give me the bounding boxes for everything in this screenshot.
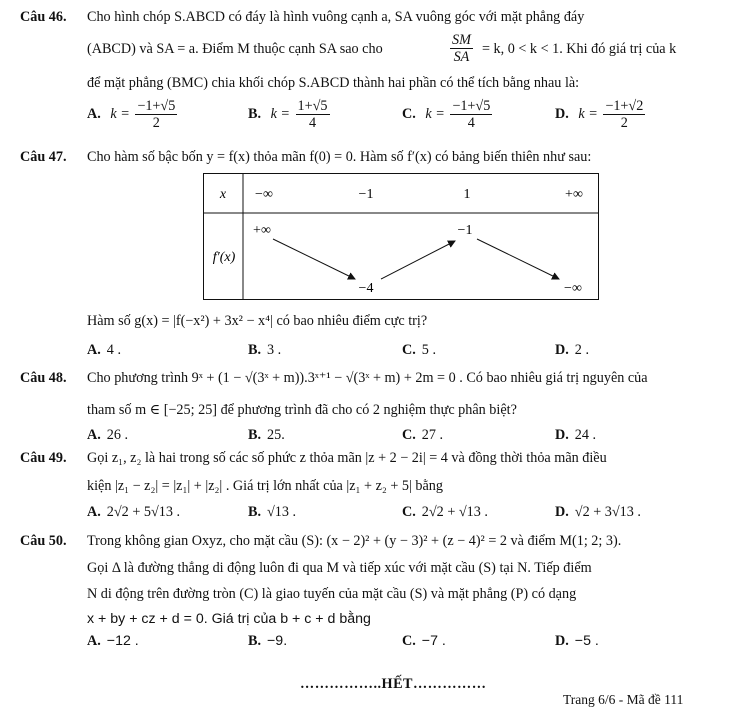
q49-option-c[interactable]: [402, 503, 488, 521]
q48-label: Câu 48.: [20, 370, 67, 386]
option-letter: B.: [248, 105, 262, 122]
q46-text-1: Cho hình chóp S.ABCD có đáy là hình vuông cạnh a, SA vuông góc với mặt phẳng đáy: [87, 9, 585, 25]
option-text: 4 .: [106, 342, 121, 358]
q46-label: Câu 46.: [20, 9, 67, 25]
option-text: −9.: [267, 633, 288, 649]
option-letter: C.: [402, 342, 416, 358]
option-letter: C.: [402, 427, 416, 443]
q46-option-c[interactable]: [402, 98, 494, 131]
q46-option-d[interactable]: [555, 98, 647, 131]
option-text: 2√2 + 5√13 .: [106, 504, 181, 520]
option-text: 25.: [267, 427, 285, 443]
q46-option-b[interactable]: [248, 98, 332, 131]
option-prefix: k =: [110, 105, 130, 122]
option-letter: B.: [248, 427, 262, 443]
option-prefix: k =: [425, 105, 445, 122]
option-letter: A.: [87, 105, 101, 122]
table-y-min: −4: [358, 281, 374, 296]
option-text: 5 .: [421, 342, 436, 358]
option-letter: C.: [402, 633, 416, 649]
option-fraction: [450, 98, 492, 131]
q49-label: Câu 49.: [20, 450, 67, 466]
table-x-one: 1: [463, 187, 471, 202]
q47-label: Câu 47.: [20, 149, 67, 165]
table-x-label: x: [219, 187, 227, 202]
q46-ratio-den: SA: [453, 49, 470, 65]
option-text: 2√2 + √13 .: [421, 504, 488, 520]
q47-option-a[interactable]: [87, 341, 121, 359]
option-text: −7 .: [421, 633, 446, 649]
q49-option-b[interactable]: [248, 503, 296, 521]
q47-option-c[interactable]: [402, 341, 436, 359]
option-letter: D.: [555, 504, 569, 520]
q50-text-3: N di động trên đường tròn (C) là giao tuyến của mặt cầu (S) và mặt phẳng (P) có dạng: [87, 586, 577, 602]
q50-option-d[interactable]: [555, 632, 599, 650]
q46-ratio-num: SM: [452, 32, 471, 48]
option-letter: B.: [248, 504, 262, 520]
option-letter: A.: [87, 633, 101, 649]
q50-option-a[interactable]: [87, 632, 139, 650]
q47-text-1: Cho hàm số bậc bốn y = f(x) thỏa mãn f(0) = 0. Hàm số f′(x) có bảng biến thiên như sau:: [87, 149, 592, 165]
q50-text-1: Trong không gian Oxyz, cho mặt cầu (S): (x − 2)² + (y − 3)² + (z − 4)² = 2 và điểm M(1; 2; 3).: [87, 533, 622, 549]
option-letter: B.: [248, 342, 262, 358]
q48-text-1: Cho phương trình 9ˣ + (1 − √(3ˣ + m)).3ˣ⁺¹ − √(3ˣ + m) + 2m = 0 . Có bao nhiêu giá trị nguyên của: [87, 370, 648, 386]
option-fraction: [296, 98, 330, 131]
table-y-max: −1: [457, 223, 473, 238]
q50-label: Câu 50.: [20, 533, 67, 549]
option-prefix: k =: [578, 105, 598, 122]
q47-option-b[interactable]: [248, 341, 281, 359]
option-num: 1+√5: [297, 98, 328, 114]
q47-option-d[interactable]: [555, 341, 589, 359]
table-x-minus-one: −1: [358, 187, 374, 202]
option-num: −1+√5: [452, 98, 491, 114]
option-text: √13 .: [267, 504, 297, 520]
option-text: √2 + 3√13 .: [574, 504, 641, 520]
option-text: −5 .: [574, 633, 599, 649]
table-arrow-down-2: [477, 239, 559, 279]
page-info: Trang 6/6 - Mã đề 111: [563, 692, 684, 707]
option-text: 24 .: [574, 427, 597, 443]
table-arrow-up: [381, 241, 455, 279]
table-arrow-down-1: [273, 239, 355, 279]
q47-text-2: Hàm số g(x) = |f(−x²) + 3x² − x⁴| có bao nhiêu điểm cực trị?: [87, 313, 428, 329]
q50-option-b[interactable]: [248, 632, 287, 650]
q48-option-b[interactable]: [248, 426, 285, 444]
option-letter: C.: [402, 105, 416, 122]
option-letter: B.: [248, 633, 262, 649]
option-letter: A.: [87, 342, 101, 358]
option-text: 27 .: [421, 427, 444, 443]
table-y-start: +∞: [253, 223, 271, 238]
q50-text-4: x + by + cz + d = 0. Giá trị của b + c + d bằng: [87, 611, 371, 627]
option-letter: D.: [555, 427, 569, 443]
option-text: 2 .: [574, 342, 589, 358]
q49-text-1: Gọi z₁, z₂ là hai trong số các số phức z thỏa mãn |z + 2 − 2i| = 4 và đồng thời thỏa mãn điều: [87, 450, 607, 466]
table-y-label: f′(x): [212, 250, 236, 265]
option-fraction: [135, 98, 177, 131]
q49-option-a[interactable]: [87, 503, 180, 521]
option-fraction: [603, 98, 645, 131]
option-den: 4: [308, 115, 317, 131]
option-den: 2: [620, 115, 628, 131]
option-letter: D.: [555, 633, 569, 649]
option-letter: D.: [555, 342, 569, 358]
option-letter: A.: [87, 504, 101, 520]
q50-option-c[interactable]: [402, 632, 446, 650]
table-x-neg-inf: −∞: [255, 187, 273, 202]
q46-option-a[interactable]: [87, 98, 179, 131]
option-prefix: k =: [270, 105, 290, 122]
q50-text-2: Gọi Δ là đường thẳng di động luôn đi qua M và tiếp xúc với mặt cầu (S) tại N. Tiếp điểm: [87, 560, 592, 576]
option-text: 26 .: [106, 427, 129, 443]
option-num: −1+√2: [605, 98, 644, 114]
q49-text-2: kiện |z₁ − z₂| = |z₁| + |z₂| . Giá trị lớn nhất của |z₁ + z₂ + 5| bằng: [87, 478, 443, 494]
variation-table: [203, 173, 599, 300]
q48-option-d[interactable]: [555, 426, 596, 444]
q49-option-d[interactable]: [555, 503, 641, 521]
option-den: 4: [467, 115, 475, 131]
option-text: −12 .: [106, 633, 139, 649]
q48-text-2: tham số m ∈ [−25; 25] để phương trình đã cho có 2 nghiệm thực phân biệt?: [87, 402, 517, 418]
q46-ratio: [450, 32, 473, 65]
end-mark: ……………..HẾT……………: [300, 676, 487, 692]
q48-option-c[interactable]: [402, 426, 443, 444]
q46-text-2a: (ABCD) và SA = a. Điểm M thuộc cạnh SA sao cho: [87, 41, 383, 57]
table-y-end: −∞: [564, 281, 582, 296]
q46-text-3: để mặt phẳng (BMC) chia khối chóp S.ABCD thành hai phần có thể tích bằng nhau là:: [87, 75, 580, 91]
option-letter: C.: [402, 504, 416, 520]
option-letter: D.: [555, 105, 569, 122]
option-letter: A.: [87, 427, 101, 443]
table-x-pos-inf: +∞: [565, 187, 583, 202]
option-num: −1+√5: [137, 98, 176, 114]
option-den: 2: [152, 115, 160, 131]
q46-text-2b: = k, 0 < k < 1. Khi đó giá trị của k: [482, 41, 677, 57]
q48-option-a[interactable]: [87, 426, 128, 444]
option-text: 3 .: [267, 342, 282, 358]
